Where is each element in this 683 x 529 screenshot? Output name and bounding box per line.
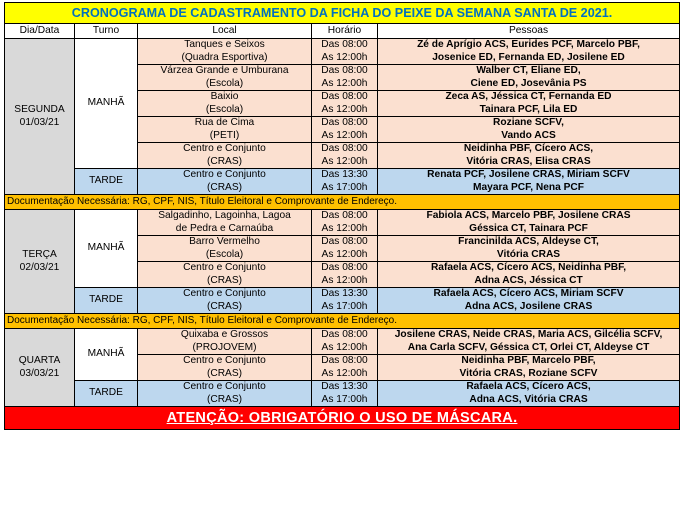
local-line: Centro e Conjunto [183,169,266,180]
horario-line: Das 08:00 [321,143,368,154]
local-line: (PROJOVEM) [192,341,257,353]
local-line: Tanques e Seixos [184,39,265,50]
horario-line: As 17:00h [321,181,368,193]
local-cell [138,169,312,195]
horario-cell [312,117,378,143]
horario-cell [312,39,378,65]
local-line: Centro e Conjunto [183,288,266,299]
pessoas-line: Adna ACS, Josilene CRAS [464,300,593,312]
horario-line: Das 08:00 [321,329,368,340]
horario-cell [312,143,378,169]
horario-line: Das 08:00 [321,117,368,128]
horario-line: Das 08:00 [321,355,368,366]
horario-line: As 12:00h [321,341,368,353]
horario-line: Das 08:00 [321,39,368,50]
horario-line: Das 08:00 [321,236,368,247]
horario-cell [312,65,378,91]
pessoas-cell [378,262,680,288]
pessoas-cell [378,39,680,65]
day-name: SEGUNDA [14,104,65,115]
local-line: de Pedra e Carnaúba [175,222,274,234]
day-name: QUARTA [18,355,61,366]
local-cell [138,288,312,314]
documents-note: Documentação Necessária: RG, CPF, NIS, Título Eleitoral e Comprovante de Endereço. [5,314,680,329]
day-date: 02/03/21 [19,261,60,273]
horario-cell [312,329,378,355]
turno-afternoon: TARDE [75,169,138,195]
header-day: Dia/Data [5,24,75,39]
pessoas-line: Renata PCF, Josilene CRAS, Miriam SCFV [427,169,630,180]
horario-line: Das 13:30 [321,169,368,180]
schedule-row [5,329,680,355]
turno-morning: MANHÃ [75,39,138,169]
local-cell [138,355,312,381]
page-title: CRONOGRAMA DE CADASTRAMENTO DA FICHA DO PEIXE DA SEMANA SANTA DE 2021. [5,3,680,24]
local-cell [138,117,312,143]
turno-afternoon: TARDE [75,288,138,314]
pessoas-cell [378,65,680,91]
pessoas-cell [378,117,680,143]
documents-note-row [5,314,680,329]
pessoas-line: Vando ACS [501,129,556,141]
pessoas-cell [378,381,680,407]
local-cell [138,65,312,91]
pessoas-line: Géssica CT, Tainara PCF [469,222,588,234]
schedule-row [5,39,680,65]
pessoas-line: Rafaela ACS, Cícero ACS, Miriam SCFV [433,288,624,299]
header-turno: Turno [75,24,138,39]
local-line: (CRAS) [206,155,243,167]
horario-line: As 12:00h [321,103,368,115]
schedule-row-afternoon [5,381,680,407]
local-line: Rua de Cima [194,117,255,128]
horario-cell [312,210,378,236]
pessoas-line: Rafaela ACS, Cícero ACS, [466,381,591,392]
title-row [5,3,680,24]
local-line: Salgadinho, Lagoinha, Lagoa [158,210,291,221]
pessoas-line: Ana Carla SCFV, Géssica CT, Orlei CT, Aldeyse CT [407,341,650,353]
local-line: (Escola) [205,248,244,260]
pessoas-cell [378,91,680,117]
pessoas-line: Neidinha PBF, Cícero ACS, [463,143,594,154]
local-cell [138,91,312,117]
horario-line: As 17:00h [321,300,368,312]
header-pessoas: Pessoas [378,24,680,39]
local-cell [138,381,312,407]
pessoas-line: Neidinha PBF, Marcelo PBF, [461,355,596,366]
day-date: 01/03/21 [19,116,60,128]
horario-line: As 12:00h [321,155,368,167]
horario-line: As 17:00h [321,393,368,405]
local-line: Centro e Conjunto [183,381,266,392]
schedule-table [4,2,680,430]
horario-line: As 12:00h [321,222,368,234]
local-line: Centro e Conjunto [183,143,266,154]
horario-cell [312,169,378,195]
horario-line: Das 13:30 [321,381,368,392]
turno-afternoon: TARDE [75,381,138,407]
pessoas-line: Adna ACS, Jéssica CT [474,274,583,286]
horario-cell [312,381,378,407]
pessoas-cell [378,210,680,236]
local-line: (Quadra Esportiva) [181,51,268,63]
local-cell [138,262,312,288]
horario-line: As 12:00h [321,367,368,379]
pessoas-cell [378,236,680,262]
pessoas-line: Vitória CRAS, Elisa CRAS [466,155,591,167]
documents-note: Documentação Necessária: RG, CPF, NIS, Título Eleitoral e Comprovante de Endereço. [5,195,680,210]
horario-line: As 12:00h [321,248,368,260]
local-line: (CRAS) [206,274,243,286]
horario-cell [312,288,378,314]
warning-row [5,407,680,430]
schedule-row-afternoon [5,288,680,314]
documents-note-row [5,195,680,210]
turno-morning: MANHÃ [75,210,138,288]
local-line: Centro e Conjunto [183,355,266,366]
local-line: (PETI) [209,129,240,141]
pessoas-line: Francinilda ACS, Aldeyse CT, [458,236,599,247]
pessoas-line: Walber CT, Eliane ED, [476,65,581,76]
horario-line: Das 08:00 [321,91,368,102]
header-local: Local [138,24,312,39]
pessoas-line: Fabiola ACS, Marcelo PBF, Josilene CRAS [426,210,631,221]
local-cell [138,39,312,65]
pessoas-line: Mayara PCF, Nena PCF [473,181,584,193]
pessoas-line: Josilene CRAS, Neide CRAS, Maria ACS, Gilcélia SCFV, [394,329,663,340]
local-line: Quixaba e Grossos [180,329,269,340]
local-line: (CRAS) [206,300,243,312]
day-name: TERÇA [22,249,57,260]
pessoas-cell [378,288,680,314]
day-cell [5,210,75,314]
pessoas-line: Vitória CRAS [496,248,561,260]
pessoas-line: Adna ACS, Vitória CRAS [469,393,588,405]
pessoas-line: Zeca AS, Jéssica CT, Fernanda ED [445,91,612,102]
local-cell [138,210,312,236]
pessoas-cell [378,329,680,355]
local-line: (Escola) [205,103,244,115]
horario-line: As 12:00h [321,274,368,286]
pessoas-line: Ciene ED, Josevânia PS [470,77,587,89]
local-line: Centro e Conjunto [183,262,266,273]
horario-line: As 12:00h [321,129,368,141]
local-cell [138,329,312,355]
horario-line: Das 08:00 [321,65,368,76]
local-line: Várzea Grande e Umburana [160,65,289,76]
pessoas-line: Zé de Aprígio ACS, Eurides PCF, Marcelo PBF, [417,39,640,50]
day-date: 03/03/21 [19,367,60,379]
schedule-row-afternoon [5,169,680,195]
horario-line: As 12:00h [321,77,368,89]
horario-cell [312,236,378,262]
pessoas-line: Rafaela ACS, Cícero ACS, Neidinha PBF, [430,262,627,273]
turno-morning: MANHÃ [75,329,138,381]
day-cell [5,39,75,195]
local-cell [138,143,312,169]
header-row [5,24,680,39]
pessoas-cell [378,169,680,195]
horario-cell [312,91,378,117]
horario-cell [312,262,378,288]
local-line: (CRAS) [206,393,243,405]
local-line: Barro Vermelho [189,236,260,247]
pessoas-line: Roziane SCFV, [493,117,564,128]
pessoas-line: Tainara PCF, Lila ED [479,103,578,115]
pessoas-cell [378,143,680,169]
schedule-row [5,210,680,236]
mask-warning: ATENÇÃO: OBRIGATÓRIO O USO DE MÁSCARA. [5,407,680,430]
day-cell [5,329,75,407]
pessoas-cell [378,355,680,381]
local-line: Baixio [210,91,239,102]
horario-cell [312,355,378,381]
pessoas-line: Vitória CRAS, Roziane SCFV [459,367,598,379]
local-line: (Escola) [205,77,244,89]
horario-line: As 12:00h [321,51,368,63]
horario-line: Das 13:30 [321,288,368,299]
horario-line: Das 08:00 [321,210,368,221]
local-line: (CRAS) [206,367,243,379]
local-cell [138,236,312,262]
pessoas-line: Josenice ED, Fernanda ED, Josilene ED [432,51,625,63]
local-line: (CRAS) [206,181,243,193]
horario-line: Das 08:00 [321,262,368,273]
header-horario: Horário [312,24,378,39]
